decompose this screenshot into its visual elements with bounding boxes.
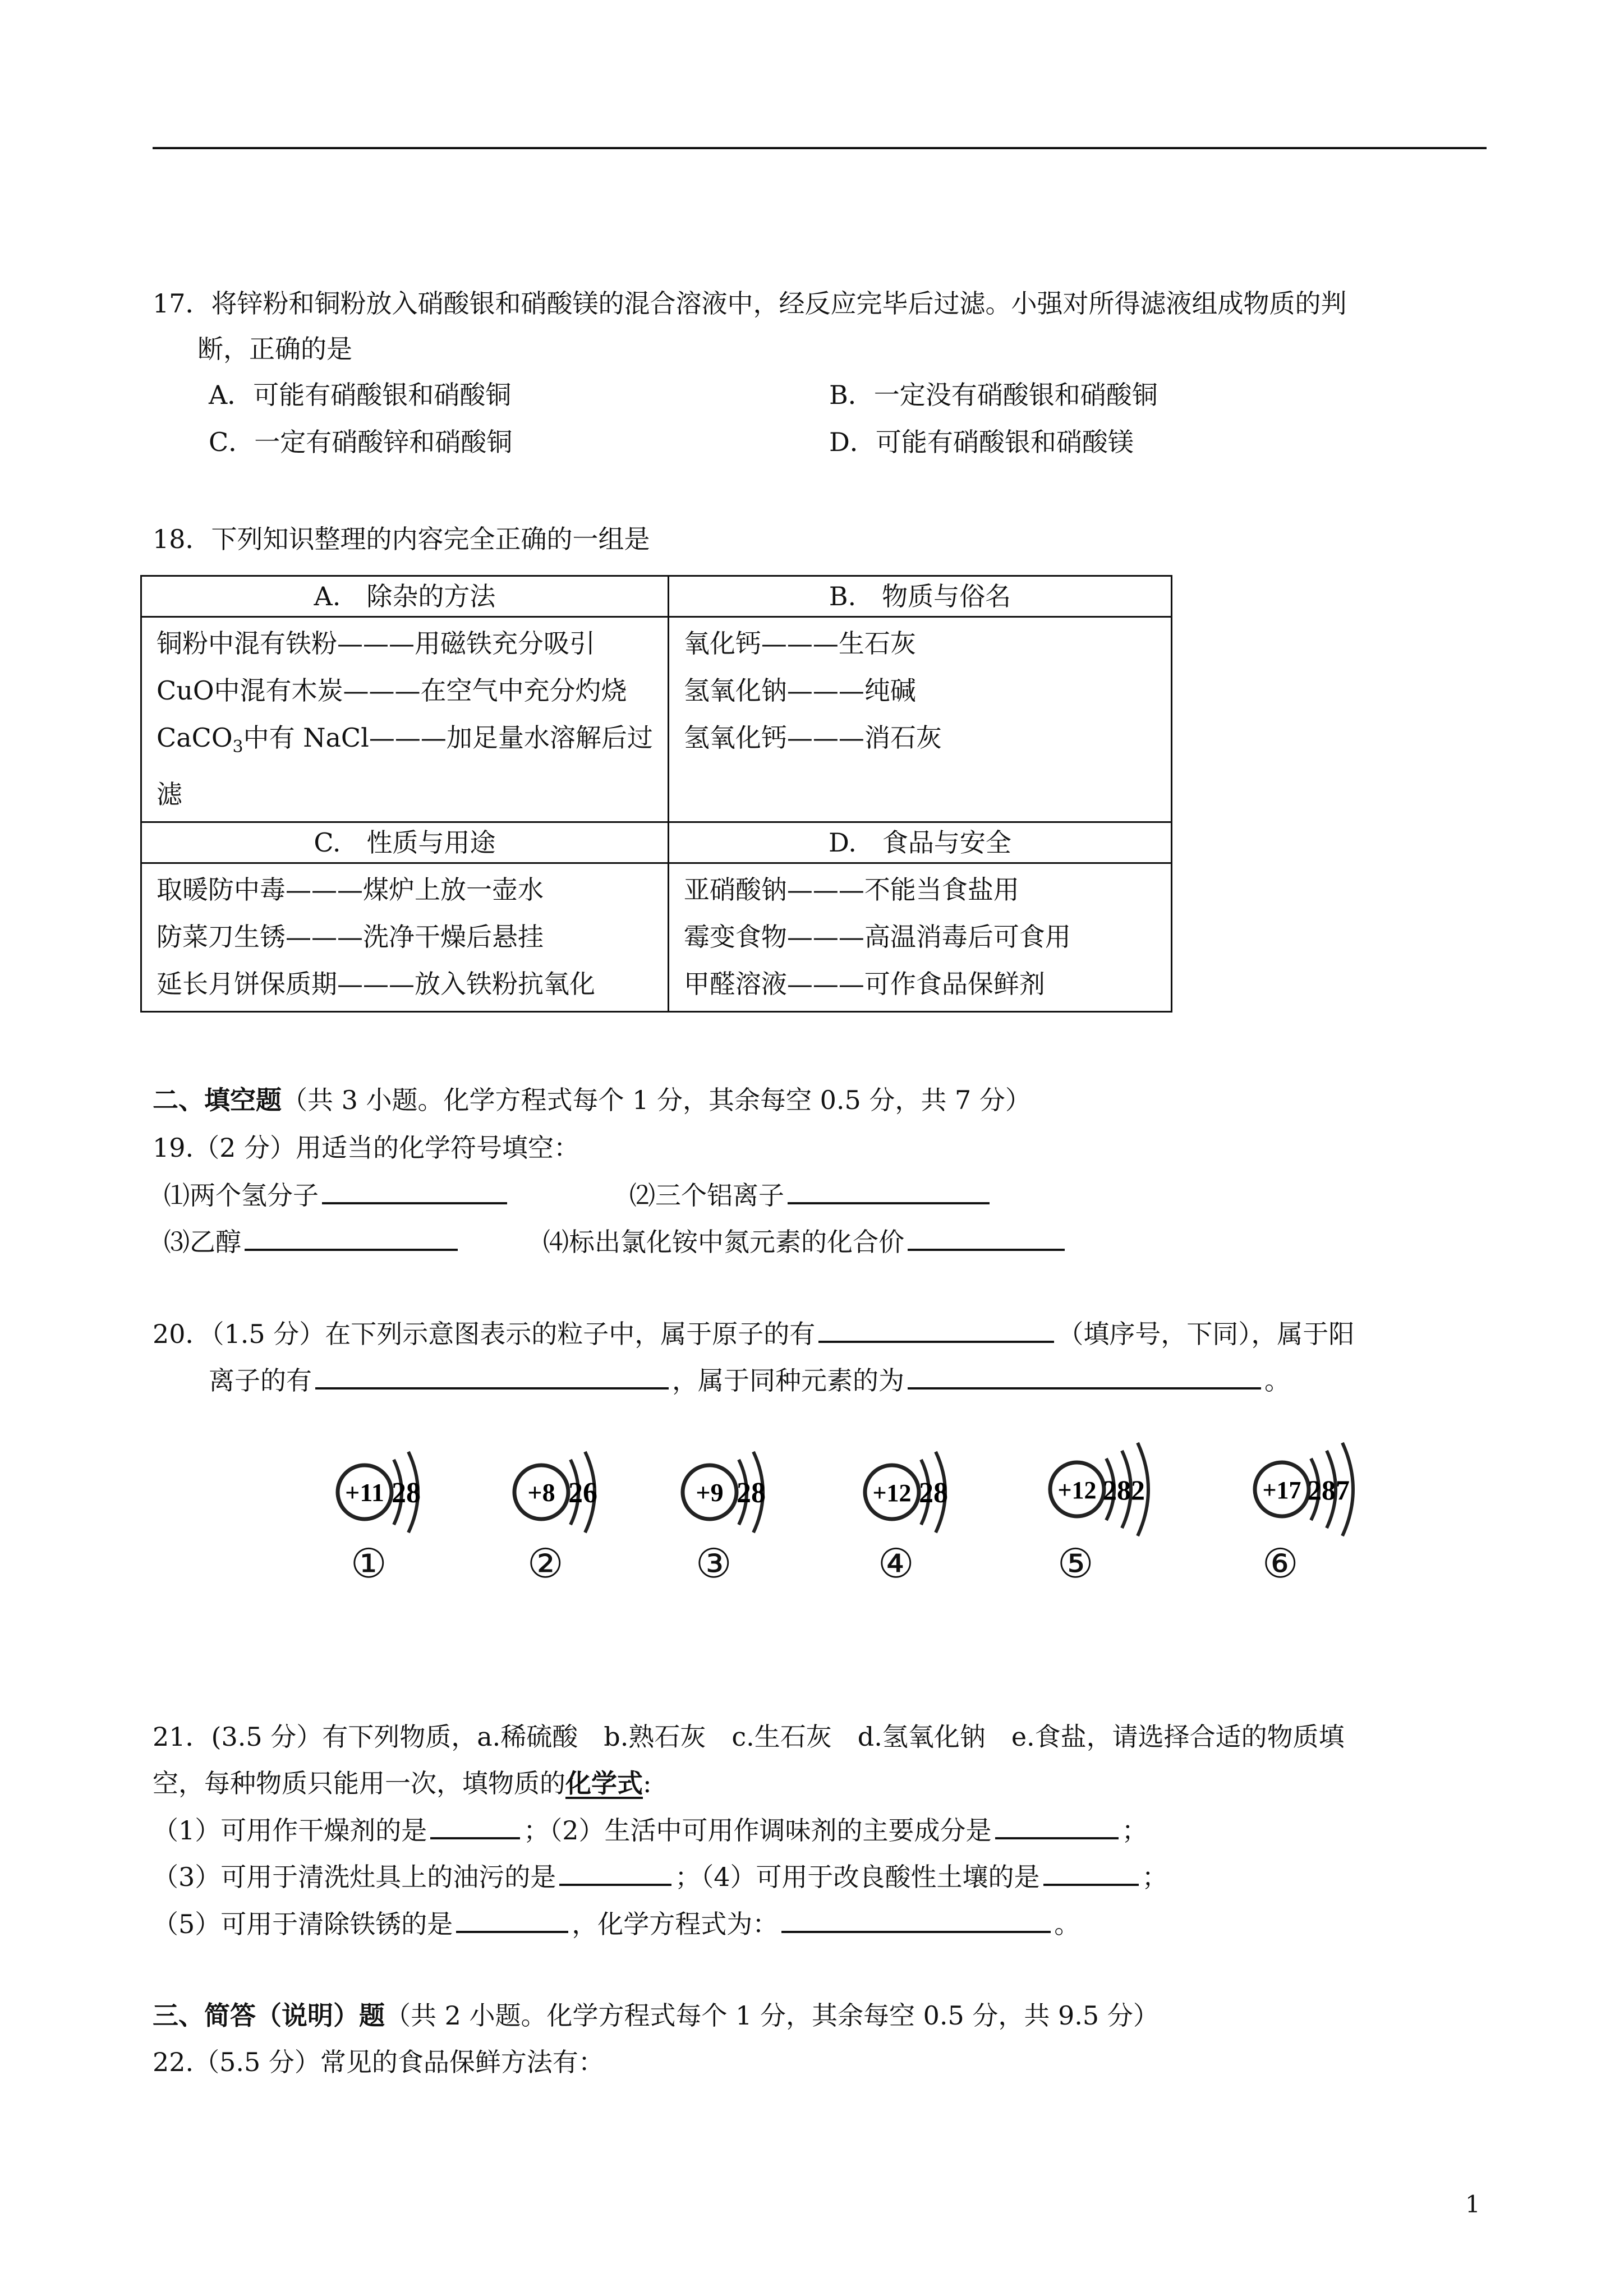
table-a-line4: 滤 xyxy=(157,779,182,810)
q20-blank-atoms[interactable] xyxy=(818,1340,1054,1343)
q19-part1 xyxy=(164,1175,510,1212)
page-number: 1 xyxy=(1465,2191,1480,2218)
q19-blank1[interactable] xyxy=(322,1202,507,1204)
particle-1-nucleus: +11 xyxy=(345,1478,384,1507)
q21-s2-end: ； xyxy=(1121,1815,1148,1846)
particle-5-label: ⑤ xyxy=(1057,1540,1094,1587)
q19-part2 xyxy=(629,1175,993,1212)
table-b-line2: 氢氧化钠———纯碱 xyxy=(683,675,916,706)
q21-blank4[interactable] xyxy=(1043,1883,1139,1886)
atom-structure-icon xyxy=(325,1436,471,1537)
section2-title: 二、填空题 xyxy=(153,1085,282,1115)
q21-blank5[interactable] xyxy=(456,1930,568,1933)
table-a-line2: CuO中混有木炭———在空气中充分灼烧 xyxy=(157,675,627,706)
atom-structure-icon xyxy=(853,1436,999,1537)
particle-1-diagram xyxy=(325,1436,471,1621)
particle-1-shells: 28 xyxy=(392,1477,421,1509)
atom-structure-icon xyxy=(502,1436,648,1537)
table-b-line3: 氢氧化钙———消石灰 xyxy=(683,723,942,753)
q20-blank-cations[interactable] xyxy=(315,1387,669,1389)
section3-title: 三、简答（说明）题 xyxy=(153,2000,385,2031)
q21-s3-text: （3）可用于清洗灶具上的油污的是 xyxy=(153,1862,556,1892)
q17-option-a: A．可能有硝酸银和硝酸铜 xyxy=(209,380,512,410)
q21-sub5 xyxy=(153,1904,1080,1941)
q21-blank1[interactable] xyxy=(430,1837,520,1839)
caco3-formula: CaCO xyxy=(157,723,233,753)
q21-blank-equation[interactable] xyxy=(781,1930,1051,1933)
q20-text4: ，属于同种元素的为 xyxy=(672,1365,904,1396)
q21-s5-end: 。 xyxy=(1054,1909,1080,1939)
table-a-line3 xyxy=(157,714,653,771)
table-cell-d xyxy=(668,863,1171,1012)
q19-blank3[interactable] xyxy=(245,1248,458,1251)
q19-blank2[interactable] xyxy=(788,1202,990,1204)
q17-stem-line1: 17．将锌粉和铜粉放入硝酸银和硝酸镁的混合溶液中，经反应完毕后过滤。小强对所得滤液组成物质的判 xyxy=(153,288,1347,319)
q20-line2 xyxy=(209,1360,1290,1397)
q22-stem: 22.（5.5 分）常见的食品保鲜方法有： xyxy=(153,2047,604,2077)
q19-part4-label: ⑷标出氯化铵中氮元素的化合价 xyxy=(543,1227,904,1257)
q21-blank2[interactable] xyxy=(995,1837,1119,1839)
particle-6-label: ⑥ xyxy=(1262,1540,1299,1587)
q20-line1 xyxy=(153,1314,1354,1351)
q19-part3-label: ⑶乙醇 xyxy=(164,1227,241,1257)
table-header-b: B. 物质与俗名 xyxy=(668,576,1171,617)
particle-1-label: ① xyxy=(351,1540,387,1587)
particle-3-label: ③ xyxy=(696,1540,732,1587)
section2-heading xyxy=(153,1080,1031,1117)
particle-4-diagram xyxy=(853,1436,999,1621)
atom-structure-icon xyxy=(1243,1436,1411,1537)
particle-4-shells: 28 xyxy=(919,1477,948,1509)
q19-part2-label: ⑵三个铝离子 xyxy=(629,1180,784,1211)
particle-4-label: ④ xyxy=(878,1540,914,1587)
table-d-line2: 霉变食物———高温消毒后可食用 xyxy=(683,922,1071,953)
q20-blank-same-element[interactable] xyxy=(908,1387,1261,1389)
table-a-line3-rest: 中有 NaCl———加足量水溶解后过 xyxy=(243,723,653,753)
q21-s1-text: （1）可用作干燥剂的是 xyxy=(153,1815,427,1846)
q21-line2-text: 空，每种物质只能用一次，填物质的 xyxy=(153,1768,565,1798)
q21-line2-colon: : xyxy=(643,1768,652,1798)
q18-stem: 18．下列知识整理的内容完全正确的一组是 xyxy=(153,524,650,554)
q17-option-b: B．一定没有硝酸银和硝酸铜 xyxy=(829,380,1158,410)
table-d-line3: 甲醛溶液———可作食品保鲜剂 xyxy=(683,969,1045,1000)
particle-2-nucleus: +8 xyxy=(527,1478,555,1507)
q21-s2-text: ；（2）生活中可用作调味剂的主要成分是 xyxy=(523,1815,992,1846)
table-cell-b xyxy=(668,617,1171,822)
section3-note: （共 2 小题。化学方程式每个 1 分，其余每空 0.5 分，共 9.5 分） xyxy=(385,2000,1159,2031)
q21-chemical-formula-label: 化学式 xyxy=(565,1768,643,1798)
particle-3-diagram xyxy=(670,1436,816,1621)
q19-part3 xyxy=(164,1222,461,1259)
particle-4-nucleus: +12 xyxy=(872,1479,912,1507)
q17-stem-line2: 断，正确的是 xyxy=(197,334,352,364)
q19-stem: 19.（2 分）用适当的化学符号填空： xyxy=(153,1133,580,1163)
table-cell-a xyxy=(141,617,669,822)
table-c-line3: 延长月饼保质期———放入铁粉抗氧化 xyxy=(157,969,595,1000)
table-header-d: D. 食品与安全 xyxy=(668,822,1171,863)
particle-3-nucleus: +9 xyxy=(696,1478,724,1507)
q21-s5-text: （5）可用于清除铁锈的是 xyxy=(153,1909,453,1939)
particle-5-diagram xyxy=(1038,1436,1206,1621)
table-a-line1: 铜粉中混有铁粉———用磁铁充分吸引 xyxy=(157,628,595,659)
section3-heading xyxy=(153,1995,1159,2032)
particle-3-shells: 28 xyxy=(737,1477,766,1509)
q19-blank4[interactable] xyxy=(908,1248,1065,1251)
caco3-subscript: 3 xyxy=(232,737,243,757)
atom-structure-icon xyxy=(1038,1436,1206,1537)
particle-2-diagram xyxy=(502,1436,648,1621)
table-c-line1: 取暖防中毒———煤炉上放一壶水 xyxy=(157,875,544,905)
q21-sub3 xyxy=(153,1857,1168,1894)
table-header-c: C. 性质与用途 xyxy=(141,822,669,863)
q21-s4-end: ； xyxy=(1142,1862,1168,1892)
particle-6-diagram xyxy=(1243,1436,1411,1621)
q21-line1: 21．(3.5 分）有下列物质，a.稀硫酸 b.熟石灰 c.生石灰 d.氢氧化钠 e.食盐，请选择合适的物质填 xyxy=(153,1722,1345,1752)
q21-s4-text: ；（4）可用于改良酸性土壤的是 xyxy=(675,1862,1040,1892)
table-d-line1: 亚硝酸钠———不能当食盐用 xyxy=(683,875,1019,905)
q21-blank3[interactable] xyxy=(559,1883,671,1886)
q21-sub1 xyxy=(153,1810,1148,1847)
q19-part1-label: ⑴两个氢分子 xyxy=(164,1180,319,1211)
q20-text1: 20．（1.5 分）在下列示意图表示的粒子中，属于原子的有 xyxy=(153,1319,816,1349)
q21-s5-equation-label: ，化学方程式为： xyxy=(572,1909,779,1939)
particle-5-nucleus: +12 xyxy=(1057,1476,1097,1504)
q17-option-d: D．可能有硝酸银和硝酸镁 xyxy=(829,427,1134,457)
table-c-line2: 防菜刀生锈———洗净干燥后悬挂 xyxy=(157,922,544,953)
q17-option-c: C．一定有硝酸锌和硝酸铜 xyxy=(209,427,513,457)
q20-text5: 。 xyxy=(1264,1365,1290,1396)
q20-text2: （填序号，下同），属于阳 xyxy=(1057,1319,1355,1349)
particle-2-shells: 26 xyxy=(568,1477,597,1509)
particle-2-label: ② xyxy=(527,1540,564,1587)
particle-6-shells: 287 xyxy=(1308,1474,1350,1506)
section2-note: （共 3 小题。化学方程式每个 1 分，其余每空 0.5 分，共 7 分） xyxy=(282,1085,1031,1115)
header-rule xyxy=(153,147,1487,149)
q19-part4 xyxy=(543,1222,1068,1259)
table-header-a: A. 除杂的方法 xyxy=(141,576,669,617)
q21-line2 xyxy=(153,1763,652,1800)
table-b-line1: 氧化钙———生石灰 xyxy=(683,628,916,659)
atom-structure-icon xyxy=(670,1436,816,1537)
knowledge-table xyxy=(140,575,1172,1013)
q20-text3: 离子的有 xyxy=(209,1365,312,1396)
particle-6-nucleus: +17 xyxy=(1262,1476,1301,1504)
particle-5-shells: 282 xyxy=(1103,1474,1145,1506)
table-cell-c xyxy=(141,863,669,1012)
